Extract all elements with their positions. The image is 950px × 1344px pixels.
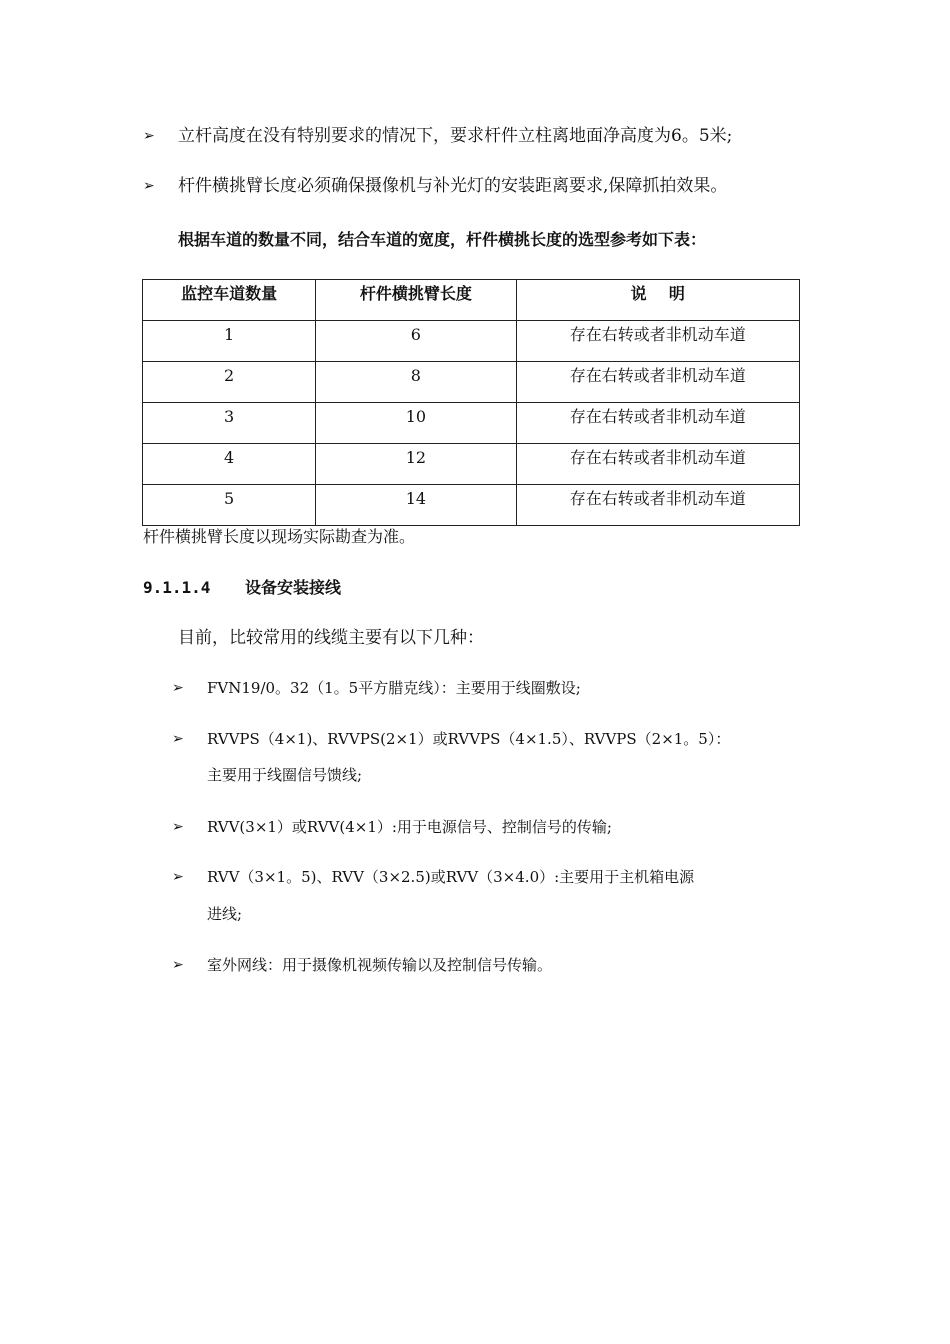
table-cell: 4 — [143, 444, 316, 485]
bullet-arrow-icon: ➢ — [172, 819, 184, 835]
table-cell: 10 — [316, 403, 516, 444]
table-header-row — [143, 280, 800, 321]
table-cell: 存在右转或者非机动车道 — [516, 485, 799, 526]
table-cell: 存在右转或者非机动车道 — [516, 362, 799, 403]
table-cell: 14 — [316, 485, 516, 526]
table-header: 监控车道数量 — [143, 280, 316, 321]
cable-intro: 目前，比较常用的线缆主要有以下几种： — [178, 628, 484, 648]
table-cell: 2 — [143, 362, 316, 403]
bullet-arrow-icon: ➢ — [143, 128, 155, 144]
cable-item: RVV(3×1）或RVV(4×1）:用于电源信号、控制信号的传输; — [207, 818, 612, 836]
bullet-text: 杆件横挑臂长度必须确保摄像机与补光灯的安装距离要求,保障抓拍效果。 — [178, 176, 728, 196]
table-row — [143, 444, 800, 485]
bullet-arrow-icon: ➢ — [172, 957, 184, 973]
table-row — [143, 362, 800, 403]
table-cell: 存在右转或者非机动车道 — [516, 444, 799, 485]
cable-item: 室外网线：用于摄像机视频传输以及控制信号传输。 — [207, 956, 553, 974]
table-cell: 3 — [143, 403, 316, 444]
table-header: 杆件横挑臂长度 — [316, 280, 516, 321]
table-header: 说 明 — [516, 280, 799, 321]
table-cell: 存在右转或者非机动车道 — [516, 321, 799, 362]
table-row — [143, 321, 800, 362]
bullet-arrow-icon: ➢ — [143, 178, 155, 194]
spec-table — [142, 279, 800, 526]
bullet-arrow-icon: ➢ — [172, 731, 184, 747]
bullet-text: 立杆高度在没有特别要求的情况下，要求杆件立柱离地面净高度为6。5米; — [178, 126, 733, 146]
table-cell: 存在右转或者非机动车道 — [516, 403, 799, 444]
cable-item: RVV（3×1。5)、RVV（3×2.5)或RVV（3×4.0）:主要用于主机箱电源 — [207, 868, 695, 886]
table-cell: 6 — [316, 321, 516, 362]
table-cell: 12 — [316, 444, 516, 485]
table-cell: 1 — [143, 321, 316, 362]
cable-item: FVN19/0。32（1。5平方腊克线）：主要用于线圈敷设; — [207, 679, 581, 697]
table-row — [143, 485, 800, 526]
cable-item-continued: 主要用于线圈信号馈线; — [207, 766, 363, 784]
table-row — [143, 403, 800, 444]
section-title: 设备安装接线 — [245, 578, 342, 597]
table-cell: 5 — [143, 485, 316, 526]
bullet-arrow-icon: ➢ — [172, 680, 184, 696]
bullet-arrow-icon: ➢ — [172, 869, 184, 885]
table-intro: 根据车道的数量不同，结合车道的宽度，杆件横挑长度的选型参考如下表： — [178, 230, 707, 249]
section-number: 9.1.1.4 — [143, 578, 211, 597]
cable-item: RVVPS（4×1)、RVVPS(2×1）或RVVPS（4×1.5）、RVVPS（2×1。5）： — [207, 730, 731, 748]
cable-item-continued: 进线; — [207, 905, 243, 923]
table-note: 杆件横挑臂长度以现场实际勘查为准。 — [143, 527, 416, 546]
table-cell: 8 — [316, 362, 516, 403]
